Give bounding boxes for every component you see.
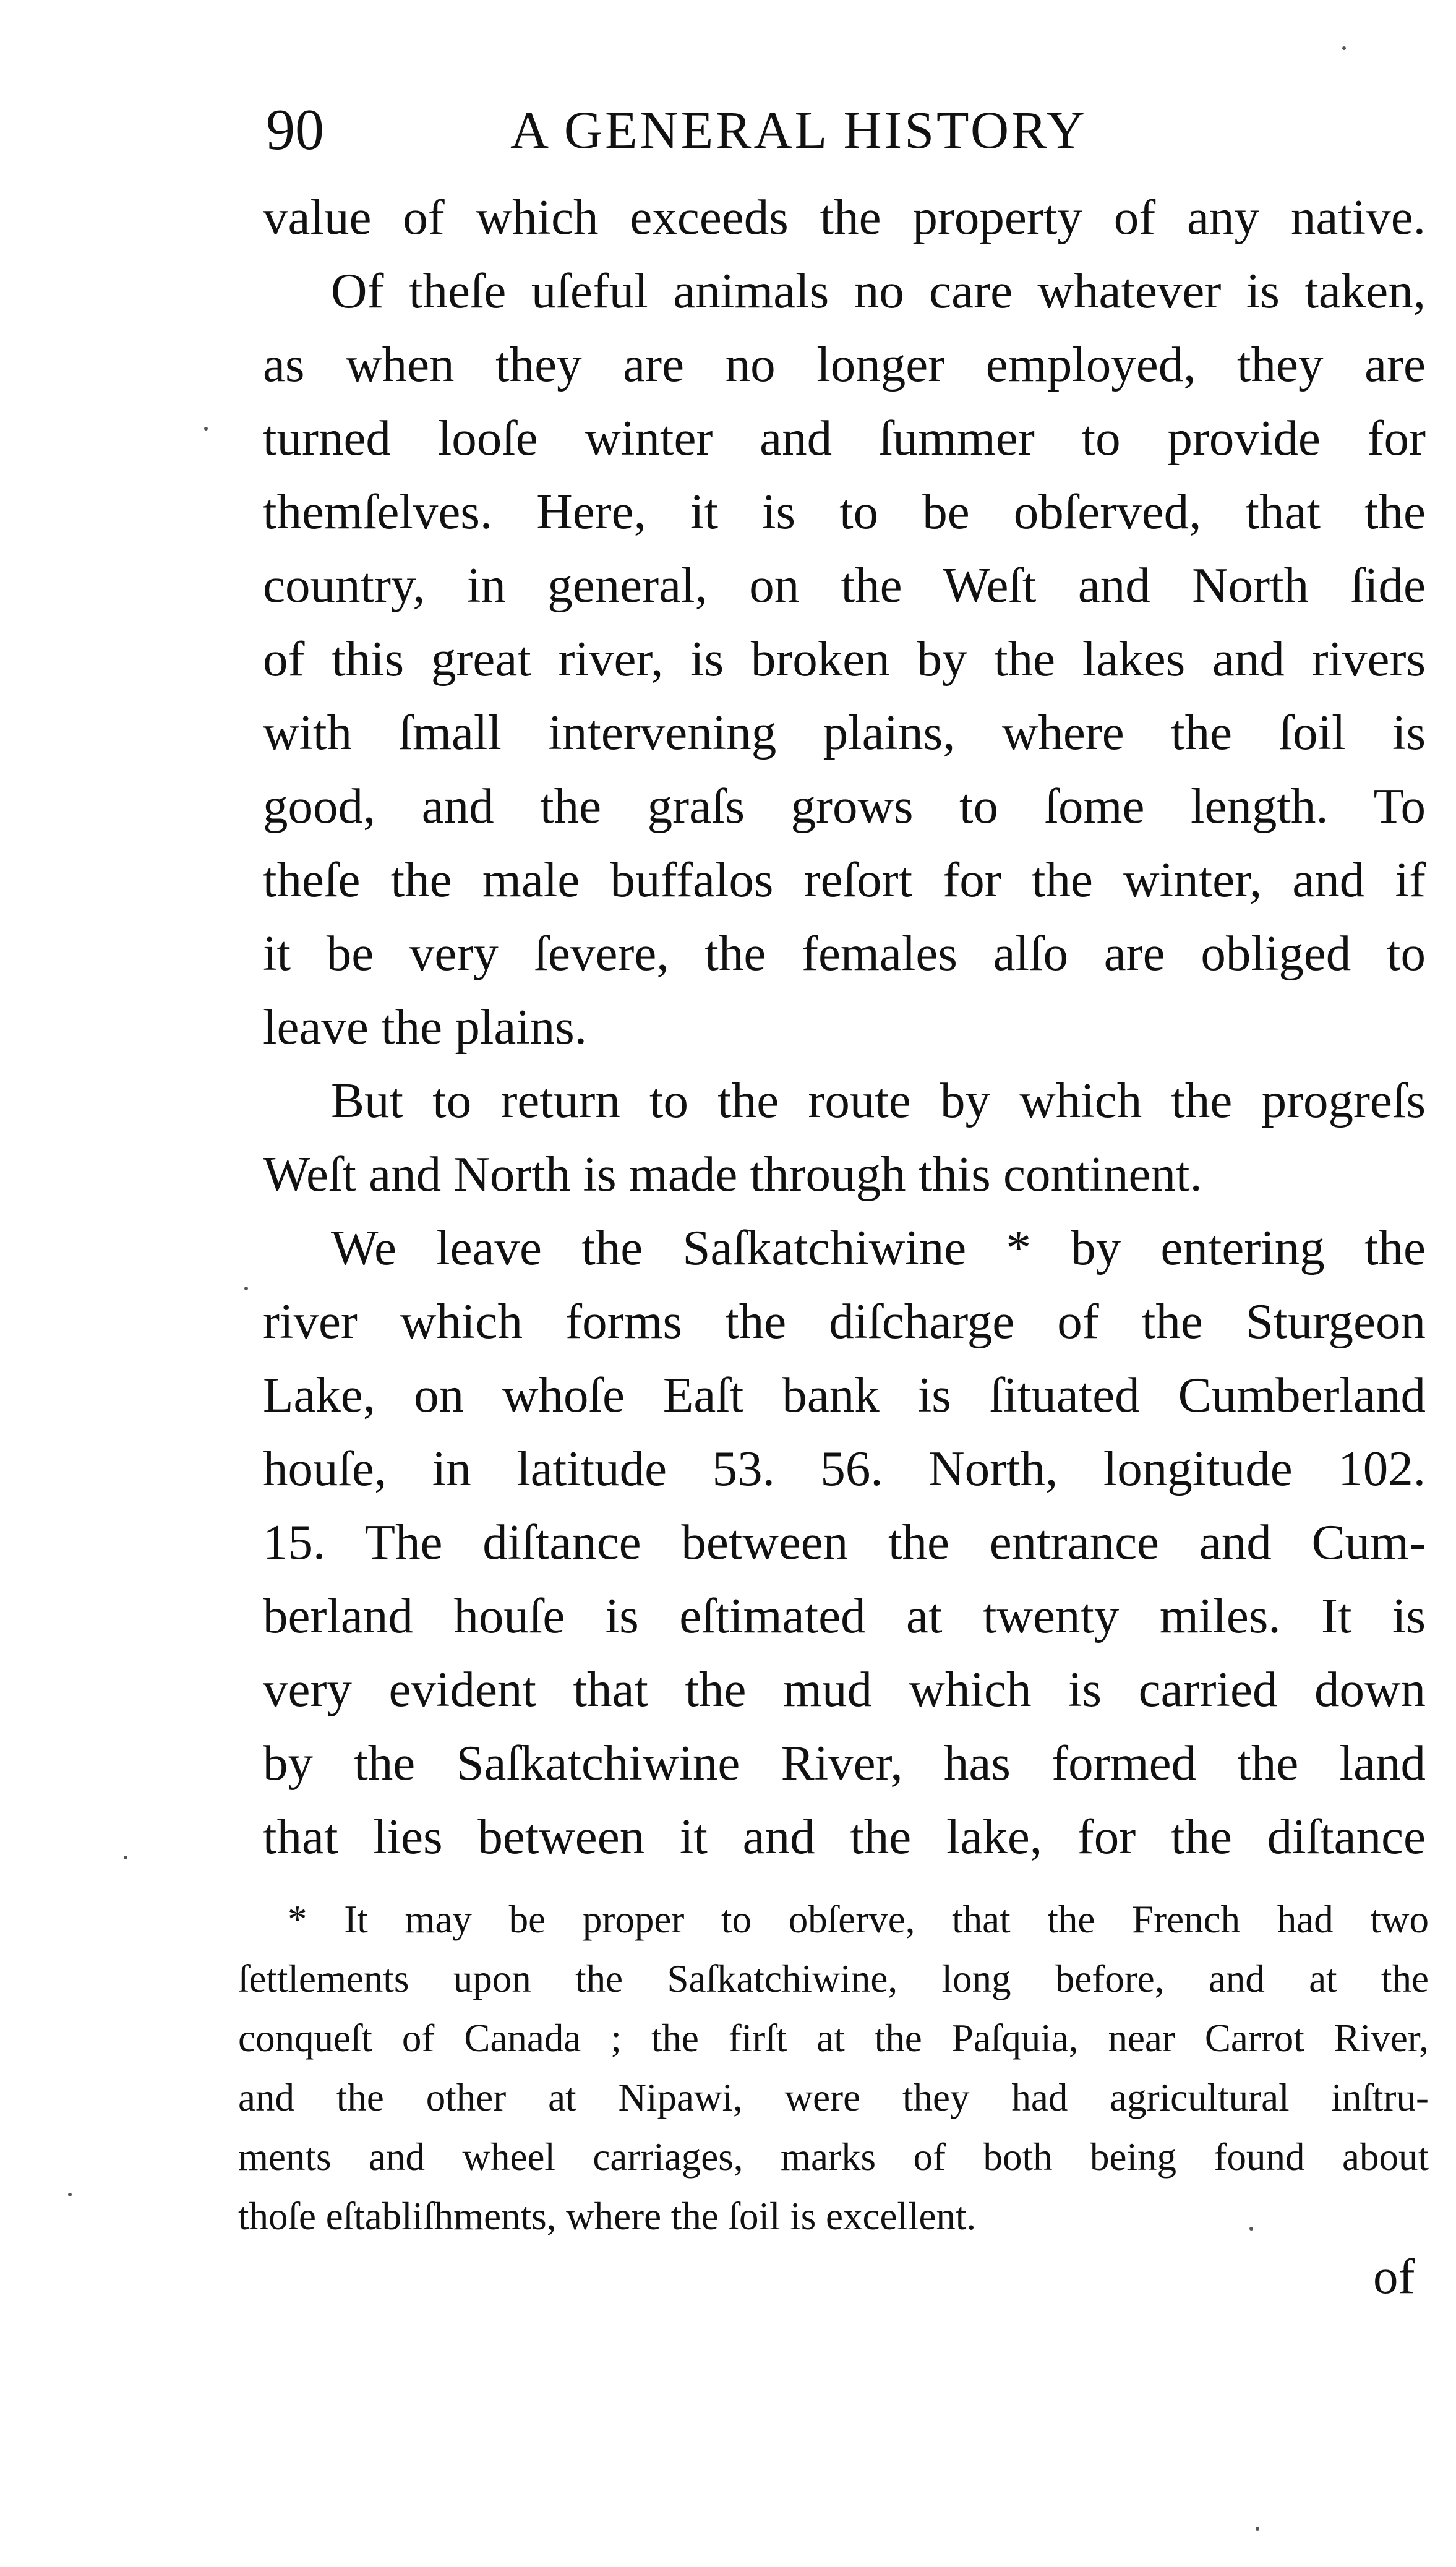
print-speck [1249,2227,1253,2231]
text-line: by the Saſkatchiwine River, has formed the land [263,1735,1426,1791]
text-line: good, and the graſs grows to ſome length. To [263,778,1426,834]
footnote-line: ſettlements upon the Saſkatchiwine, long before, and at the [238,1957,1429,2000]
paragraph-end-line: leave the plains. [263,999,588,1055]
text-line: turned looſe winter and ſummer to provide for [263,410,1426,466]
footnote-line: and the other at Nipawi, were they had agricultural inſtru- [238,2076,1429,2119]
footnote-line: thoſe eſtabliſhments, where the ſoil is excellent. [238,2195,977,2238]
text-line: river which forms the diſcharge of the Sturgeon [263,1293,1426,1349]
body-text [263,181,1426,1874]
paragraph-end-line: Weſt and North is made through this continent. [263,1146,1202,1202]
paragraph-start-line: Of theſe uſeful animals no care whatever is taken, [331,263,1426,319]
text-line: houſe, in latitude 53. 56. North, longitude 102. [263,1441,1426,1496]
page-header [266,93,1231,167]
footnote [238,1890,1429,2246]
text-line: very evident that the mud which is carried down [263,1661,1426,1717]
text-line: country, in general, on the Weſt and North ſide [263,557,1426,613]
page-number: 90 [266,98,324,162]
footnote-line: * It may be proper to obſerve, that the French had two [288,1898,1429,1941]
paragraph-start-line: But to return to the route by which the progreſs [331,1073,1426,1128]
print-speck [204,427,208,431]
text-line: berland houſe is eſtimated at twenty miles. It is [263,1588,1426,1643]
paragraph-start-line: We leave the Saſkatchiwine * by entering the [331,1220,1426,1275]
text-line: of this great river, is broken by the lakes and rivers [263,631,1426,687]
text-line: that lies between it and the lake, for the diſtance [263,1809,1426,1864]
print-speck [68,2193,72,2196]
text-line: themſelves. Here, it is to be obſerved, that the [263,484,1426,539]
catchword: of [1373,2248,1415,2304]
print-speck [1342,46,1346,50]
text-line: as when they are no longer employed, they are [263,336,1426,392]
text-line: value of which exceeds the property of any native. [263,189,1426,245]
text-line: Lake, on whoſe Eaſt bank is ſituated Cumberland [263,1367,1426,1423]
text-line: it be very ſevere, the females alſo are obliged to [263,925,1426,981]
running-head: A GENERAL HISTORY [510,100,1087,160]
print-speck [124,1856,127,1859]
text-line: 15. The diſtance between the entrance and Cum- [263,1514,1426,1570]
print-speck [244,1287,248,1290]
text-line: with ſmall intervening plains, where the ſoil is [263,705,1426,760]
text-line: theſe the male buffalos reſort for the winter, and if [263,852,1426,907]
footnote-line: ments and wheel carriages, marks of both being found about [238,2135,1429,2179]
footnote-line: conqueſt of Canada ; the firſt at the Paſquia, near Carrot River, [238,2016,1429,2060]
print-speck [1256,2527,1259,2531]
